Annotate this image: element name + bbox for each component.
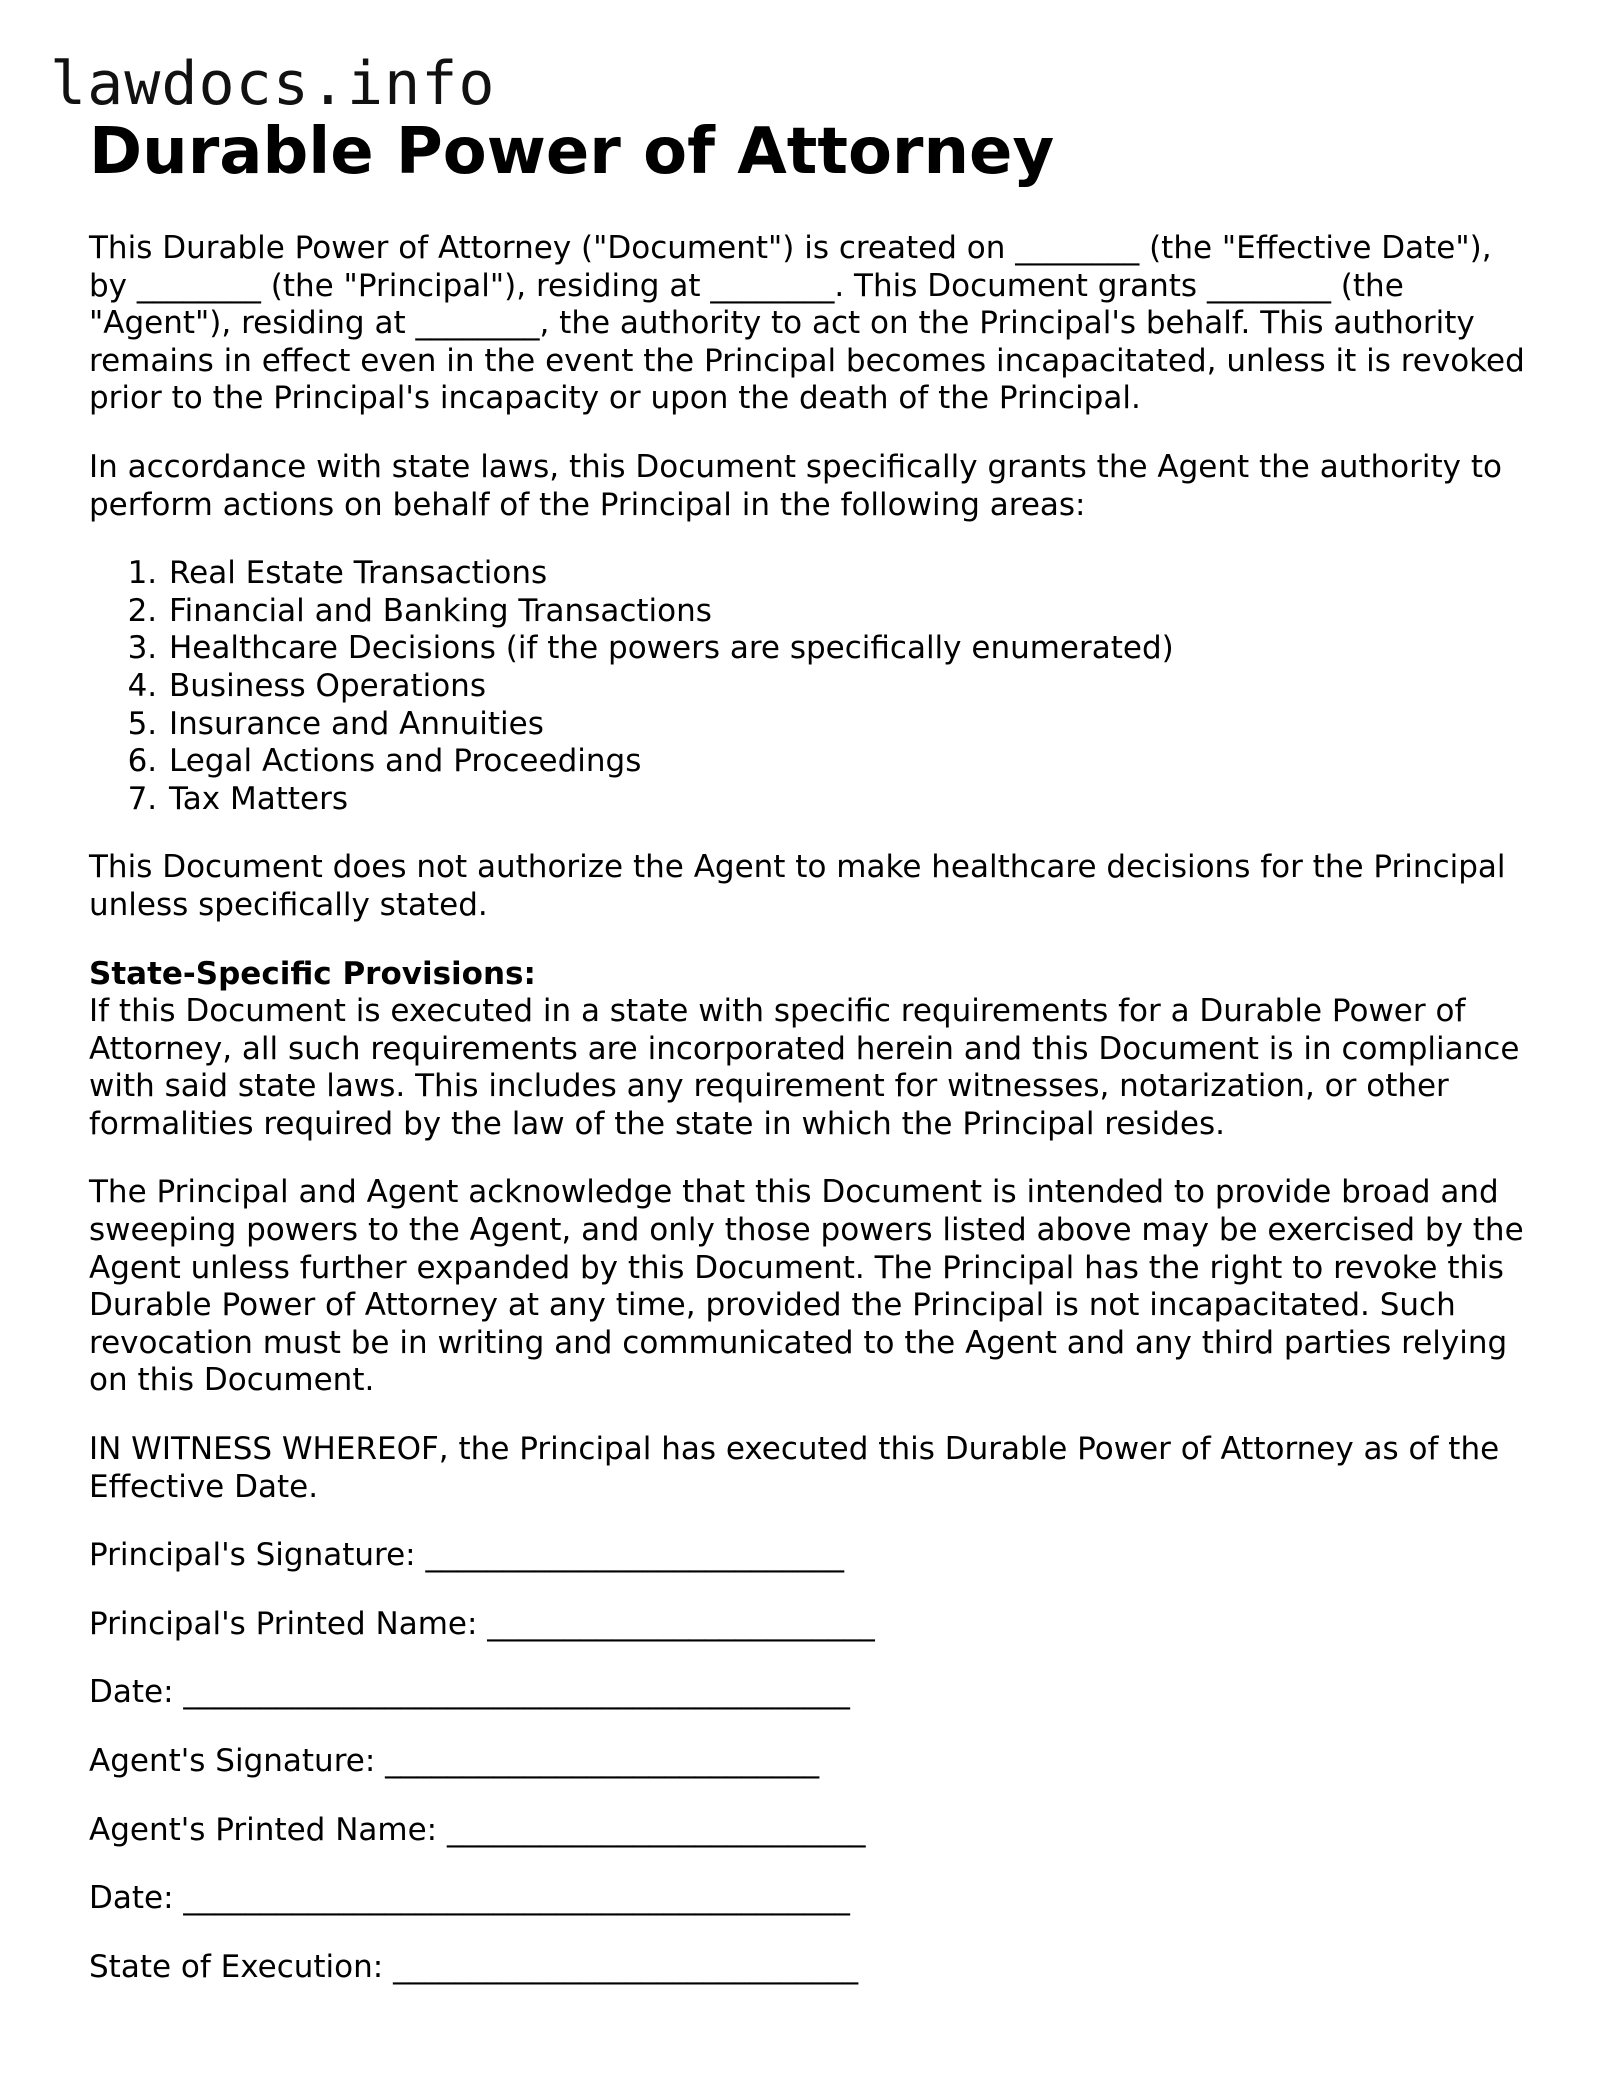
acknowledgment-paragraph: The Principal and Agent acknowledge that this Document is intended to provide broad and sweeping powers to the Agent, and only those powers listed above may be exercised by the Agent unless further expanded by this Document. The Principal has the right to revoke this Durable Power of Attorney at any time, provided the Principal is not incapacitated. Such revocation must be in writing and communicated to the Agent and any third parties relying on this Document. <box>89 1174 1524 1399</box>
principal-signature-line: Principal's Signature: ___________________________ <box>89 1537 844 1574</box>
list-item: 3. Healthcare Decisions (if the powers are specifically enumerated) <box>167 630 1529 668</box>
powers-list <box>89 555 1529 818</box>
site-watermark: lawdocs.info <box>50 49 496 119</box>
state-provisions-heading: State-Specific Provisions: <box>89 955 536 992</box>
agent-signature-line: Agent's Signature: ____________________________ <box>89 1743 820 1779</box>
state-of-execution-line: State of Execution: ______________________________ <box>89 1948 859 1985</box>
state-provisions-paragraph: If this Document is executed in a state with specific requirements for a Durable Power of Attorney, all such requirements are incorporated herein and this Document is in compliance with said state laws. This includes any requirement for witnesses, notarization, or other formalities required by the law of the state in which the Principal resides. <box>89 993 1520 1142</box>
agent-printed-name-line: Agent's Printed Name: ___________________________ <box>89 1811 866 1848</box>
document-title: Durable Power of Attorney <box>89 115 1055 189</box>
principal-printed-name-line: Principal's Printed Name: _________________________ <box>89 1605 875 1642</box>
list-item: 5. Insurance and Annuities <box>167 706 1529 744</box>
principal-date-line: Date: ___________________________________________ <box>89 1674 850 1711</box>
list-item: 6. Legal Actions and Proceedings <box>167 743 1529 781</box>
list-item: 1. Real Estate Transactions <box>167 555 1529 593</box>
agent-date-line: Date: ___________________________________________ <box>89 1880 850 1917</box>
document-page <box>89 112 1529 1986</box>
intro-paragraph: This Durable Power of Attorney ("Document") is created on ________ (the "Effective Date"), by ________ (the "Principal"), residing at ________. This Document grants ________ (the "Agent"), residing at ________, the authority to act on the Principal's behalf. This authority remains in effect even in the event the Principal becomes incapacitated, unless it is revoked prior to the Principal's incapacity or upon the death of the Principal. <box>89 230 1525 417</box>
list-item: 7. Tax Matters <box>167 781 1529 819</box>
list-item: 4. Business Operations <box>167 668 1529 706</box>
list-item: 2. Financial and Banking Transactions <box>167 593 1529 631</box>
witness-paragraph: IN WITNESS WHEREOF, the Principal has executed this Durable Power of Attorney as of the Effective Date. <box>89 1431 1500 1505</box>
grant-intro-paragraph: In accordance with state laws, this Document specifically grants the Agent the authority to perform actions on behalf of the Principal in the following areas: <box>89 448 1502 523</box>
healthcare-note-paragraph: This Document does not authorize the Agent to make healthcare decisions for the Principal unless specifically stated. <box>89 849 1506 923</box>
